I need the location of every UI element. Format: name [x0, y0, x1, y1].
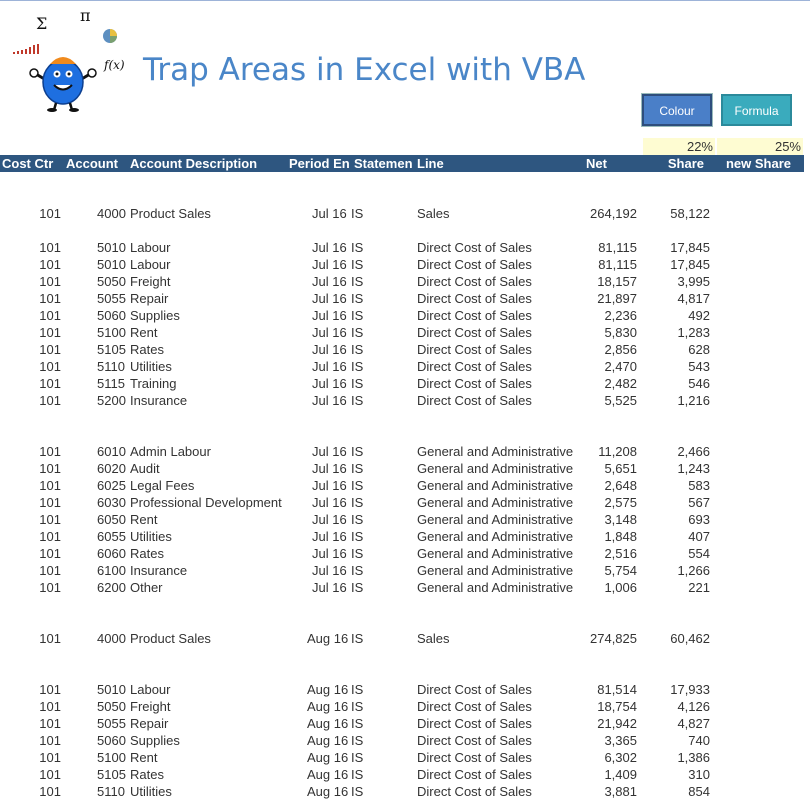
statement-cell[interactable]: IS: [351, 206, 364, 221]
account-description-cell[interactable]: Rates: [130, 342, 164, 357]
net-cell[interactable]: 21,942: [597, 716, 637, 731]
account-cell[interactable]: 5100: [97, 750, 126, 765]
account-cell[interactable]: 6200: [97, 580, 126, 595]
account-cell[interactable]: 5055: [97, 716, 126, 731]
table-row: [0, 307, 810, 324]
line-cell[interactable]: Direct Cost of Sales: [417, 325, 532, 340]
line-cell[interactable]: Direct Cost of Sales: [417, 750, 532, 765]
net-cell[interactable]: 81,115: [598, 240, 637, 255]
statement-cell[interactable]: IS: [351, 478, 364, 493]
account-description-cell[interactable]: Freight: [130, 699, 171, 714]
share-percentage-cell[interactable]: 22%: [643, 138, 715, 155]
share-cell[interactable]: 543: [688, 359, 710, 374]
share-cell[interactable]: 1,386: [677, 750, 710, 765]
page-title: Trap Areas in Excel with VBA: [143, 52, 586, 88]
account-description-cell[interactable]: Rent: [130, 512, 158, 527]
function-icon: f(x): [104, 58, 125, 72]
line-cell[interactable]: Direct Cost of Sales: [417, 291, 532, 306]
net-cell[interactable]: 6,302: [604, 750, 637, 765]
net-cell[interactable]: 5,754: [604, 563, 637, 578]
account-cell[interactable]: 4000: [97, 206, 126, 221]
share-cell[interactable]: 4,817: [677, 291, 710, 306]
cost-ctr-cell[interactable]: 101: [39, 274, 61, 289]
share-cell[interactable]: 221: [688, 580, 710, 595]
account-description-cell[interactable]: Rates: [130, 546, 164, 561]
statement-cell[interactable]: IS: [351, 580, 364, 595]
table-row: [0, 443, 810, 460]
statement-cell[interactable]: IS: [351, 495, 364, 510]
statement-cell[interactable]: IS: [351, 342, 364, 357]
account-description-cell[interactable]: Labour: [130, 240, 171, 255]
net-cell[interactable]: 5,651: [604, 461, 637, 476]
cost-ctr-cell[interactable]: 101: [39, 461, 61, 476]
table-row: [0, 290, 810, 307]
col-account-description[interactable]: Account Description: [130, 156, 258, 171]
table-row: [0, 528, 810, 545]
cost-ctr-cell[interactable]: 101: [39, 444, 61, 459]
table-row: [0, 579, 810, 596]
table-row: [0, 732, 810, 749]
net-cell[interactable]: 3,365: [604, 733, 637, 748]
period-cell[interactable]: Jul 16: [312, 308, 347, 323]
account-cell[interactable]: 5105: [97, 342, 126, 357]
account-description-cell[interactable]: Repair: [130, 291, 169, 306]
statement-cell[interactable]: IS: [351, 444, 364, 459]
line-cell[interactable]: Direct Cost of Sales: [417, 359, 532, 374]
cost-ctr-cell[interactable]: 101: [39, 342, 61, 357]
table-row: [0, 494, 810, 511]
net-cell[interactable]: 274,825: [590, 631, 637, 646]
cost-ctr-cell[interactable]: 101: [39, 580, 61, 595]
share-cell[interactable]: 1,243: [677, 461, 710, 476]
share-cell[interactable]: 854: [688, 784, 710, 799]
account-cell[interactable]: 6060: [97, 546, 126, 561]
table-row: [0, 698, 810, 715]
table-row: [0, 766, 810, 783]
statement-cell[interactable]: IS: [351, 546, 364, 561]
statement-cell[interactable]: IS: [351, 563, 364, 578]
period-cell[interactable]: Jul 16: [312, 478, 347, 493]
table-row: [0, 460, 810, 477]
account-description-cell[interactable]: Admin Labour: [130, 444, 211, 459]
statement-cell[interactable]: IS: [351, 750, 364, 765]
account-description-cell[interactable]: Supplies: [130, 308, 180, 323]
account-cell[interactable]: 4000: [97, 631, 126, 646]
period-cell[interactable]: Jul 16: [312, 206, 347, 221]
table-row: [0, 749, 810, 766]
period-cell[interactable]: Jul 16: [312, 257, 347, 272]
line-cell[interactable]: General and Administrative: [417, 512, 574, 527]
account-cell[interactable]: 5200: [97, 393, 126, 408]
share-cell[interactable]: 60,462: [670, 631, 710, 646]
cost-ctr-cell[interactable]: 101: [39, 512, 61, 527]
account-cell[interactable]: 6055: [97, 529, 126, 544]
table-row: [0, 324, 810, 341]
account-description-cell[interactable]: Insurance: [130, 393, 188, 408]
col-line[interactable]: Line: [417, 156, 444, 171]
statement-cell[interactable]: IS: [351, 784, 364, 799]
statement-cell[interactable]: IS: [351, 308, 364, 323]
account-cell[interactable]: 5050: [97, 274, 126, 289]
account-description-cell[interactable]: Product Sales: [130, 631, 211, 646]
period-cell[interactable]: Jul 16: [312, 444, 347, 459]
period-cell[interactable]: Jul 16: [312, 546, 347, 561]
line-cell[interactable]: Sales: [417, 206, 450, 221]
statement-cell[interactable]: IS: [351, 716, 364, 731]
share-cell[interactable]: 740: [688, 733, 710, 748]
account-cell[interactable]: 5010: [97, 240, 126, 255]
line-cell[interactable]: Direct Cost of Sales: [417, 784, 532, 799]
account-description-cell[interactable]: Legal Fees: [130, 478, 195, 493]
net-cell[interactable]: 2,856: [604, 342, 637, 357]
net-cell[interactable]: 2,575: [604, 495, 637, 510]
table-row: [0, 681, 810, 698]
table-row: [0, 545, 810, 562]
line-cell[interactable]: Direct Cost of Sales: [417, 308, 532, 323]
account-description-cell[interactable]: Audit: [130, 461, 160, 476]
net-cell[interactable]: 11,208: [598, 444, 637, 459]
line-cell[interactable]: Direct Cost of Sales: [417, 376, 532, 391]
cost-ctr-cell[interactable]: 101: [39, 325, 61, 340]
account-description-cell[interactable]: Supplies: [130, 733, 180, 748]
statement-cell[interactable]: IS: [351, 461, 364, 476]
period-cell[interactable]: Aug 16: [307, 716, 349, 731]
col-account[interactable]: Account: [66, 156, 118, 171]
period-cell[interactable]: Aug 16: [307, 750, 349, 765]
period-cell[interactable]: Aug 16: [307, 631, 349, 646]
net-cell[interactable]: 1,409: [604, 767, 637, 782]
period-cell[interactable]: Jul 16: [312, 495, 347, 510]
cost-ctr-cell[interactable]: 101: [39, 716, 61, 731]
cost-ctr-cell[interactable]: 101: [39, 631, 61, 646]
period-cell[interactable]: Jul 16: [312, 325, 347, 340]
col-cost-ctr[interactable]: Cost Ctr: [2, 156, 54, 171]
cost-ctr-cell[interactable]: 101: [39, 767, 61, 782]
share-cell[interactable]: 2,466: [677, 444, 710, 459]
period-cell[interactable]: Jul 16: [312, 563, 347, 578]
formula-button[interactable]: Formula: [721, 94, 792, 126]
account-description-cell[interactable]: Utilities: [130, 784, 172, 799]
pi-icon: π: [80, 6, 91, 25]
cost-ctr-cell[interactable]: 101: [39, 546, 61, 561]
account-description-cell[interactable]: Rates: [130, 767, 164, 782]
net-cell[interactable]: 2,482: [604, 376, 637, 391]
table-row: [0, 562, 810, 579]
statement-cell[interactable]: IS: [351, 767, 364, 782]
account-cell[interactable]: 5100: [97, 325, 126, 340]
share-cell[interactable]: 17,933: [670, 682, 710, 697]
account-cell[interactable]: 6020: [97, 461, 126, 476]
account-cell[interactable]: 5060: [97, 733, 126, 748]
line-cell[interactable]: Direct Cost of Sales: [417, 257, 532, 272]
cost-ctr-cell[interactable]: 101: [39, 750, 61, 765]
period-cell[interactable]: Aug 16: [307, 699, 349, 714]
period-cell[interactable]: Jul 16: [312, 512, 347, 527]
account-description-cell[interactable]: Insurance: [130, 563, 188, 578]
new-share-percentage-cell[interactable]: 25%: [717, 138, 803, 155]
table-row: [0, 511, 810, 528]
period-cell[interactable]: Jul 16: [312, 376, 347, 391]
table-row: [0, 375, 810, 392]
net-cell[interactable]: 5,525: [604, 393, 637, 408]
col-net[interactable]: Net: [586, 156, 607, 171]
account-cell[interactable]: 6010: [97, 444, 126, 459]
cost-ctr-cell[interactable]: 101: [39, 733, 61, 748]
line-cell[interactable]: Direct Cost of Sales: [417, 682, 532, 697]
net-cell[interactable]: 2,516: [604, 546, 637, 561]
account-description-cell[interactable]: Freight: [130, 274, 171, 289]
line-cell[interactable]: Sales: [417, 631, 450, 646]
share-cell[interactable]: 3,995: [677, 274, 710, 289]
period-cell[interactable]: Aug 16: [307, 767, 349, 782]
period-cell[interactable]: Jul 16: [312, 291, 347, 306]
line-cell[interactable]: Direct Cost of Sales: [417, 733, 532, 748]
account-description-cell[interactable]: Repair: [130, 716, 169, 731]
statement-cell[interactable]: IS: [351, 376, 364, 391]
share-cell[interactable]: 4,827: [677, 716, 710, 731]
statement-cell[interactable]: IS: [351, 393, 364, 408]
net-cell[interactable]: 81,514: [597, 682, 637, 697]
account-cell[interactable]: 5110: [97, 359, 125, 374]
period-cell[interactable]: Aug 16: [307, 682, 349, 697]
period-cell[interactable]: Jul 16: [312, 342, 347, 357]
account-cell[interactable]: 5105: [97, 767, 126, 782]
cost-ctr-cell[interactable]: 101: [39, 308, 61, 323]
cost-ctr-cell[interactable]: 101: [39, 563, 61, 578]
net-cell[interactable]: 18,157: [597, 274, 637, 289]
statement-cell[interactable]: IS: [351, 512, 364, 527]
col-statement[interactable]: Statemen: [354, 156, 413, 171]
net-cell[interactable]: 18,754: [597, 699, 637, 714]
statement-cell[interactable]: IS: [351, 631, 364, 646]
share-cell[interactable]: 583: [688, 478, 710, 493]
account-description-cell[interactable]: Professional Development: [130, 495, 282, 510]
line-cell[interactable]: General and Administrative: [417, 563, 574, 578]
cost-ctr-cell[interactable]: 101: [39, 699, 61, 714]
net-cell[interactable]: 1,848: [604, 529, 637, 544]
line-cell[interactable]: Direct Cost of Sales: [417, 767, 532, 782]
table-row: [0, 783, 810, 800]
net-cell[interactable]: 5,830: [604, 325, 637, 340]
line-cell[interactable]: General and Administrative: [417, 461, 574, 476]
account-description-cell[interactable]: Other: [130, 580, 163, 595]
account-cell[interactable]: 5050: [97, 699, 126, 714]
line-cell[interactable]: Direct Cost of Sales: [417, 393, 532, 408]
account-cell[interactable]: 6030: [97, 495, 126, 510]
cost-ctr-cell[interactable]: 101: [39, 784, 61, 799]
share-cell[interactable]: 492: [688, 308, 710, 323]
account-cell[interactable]: 5115: [97, 376, 125, 391]
net-cell[interactable]: 2,470: [604, 359, 637, 374]
net-cell[interactable]: 3,148: [604, 512, 637, 527]
share-cell[interactable]: 17,845: [670, 257, 710, 272]
account-description-cell[interactable]: Product Sales: [130, 206, 211, 221]
statement-cell[interactable]: IS: [351, 274, 364, 289]
net-cell[interactable]: 81,115: [598, 257, 637, 272]
line-cell[interactable]: Direct Cost of Sales: [417, 274, 532, 289]
statement-cell[interactable]: IS: [351, 325, 364, 340]
account-cell[interactable]: 5055: [97, 291, 126, 306]
table-row: [0, 205, 810, 222]
share-cell[interactable]: 546: [688, 376, 710, 391]
account-description-cell[interactable]: Training: [130, 376, 177, 391]
cost-ctr-cell[interactable]: 101: [39, 206, 61, 221]
account-cell[interactable]: 5010: [97, 257, 126, 272]
period-cell[interactable]: Aug 16: [307, 784, 349, 799]
account-cell[interactable]: 6025: [97, 478, 126, 493]
net-cell[interactable]: 264,192: [590, 206, 637, 221]
share-cell[interactable]: 4,126: [677, 699, 710, 714]
share-cell[interactable]: 693: [688, 512, 710, 527]
line-cell[interactable]: General and Administrative: [417, 580, 574, 595]
period-cell[interactable]: Aug 16: [307, 733, 349, 748]
period-cell[interactable]: Jul 16: [312, 274, 347, 289]
statement-cell[interactable]: IS: [351, 240, 364, 255]
cost-ctr-cell[interactable]: 101: [39, 291, 61, 306]
share-cell[interactable]: 17,845: [670, 240, 710, 255]
period-cell[interactable]: Jul 16: [312, 529, 347, 544]
cost-ctr-cell[interactable]: 101: [39, 359, 61, 374]
account-description-cell[interactable]: Rent: [130, 750, 158, 765]
table-row: [0, 715, 810, 732]
table-row: [0, 256, 810, 273]
net-cell[interactable]: 2,648: [604, 478, 637, 493]
net-cell[interactable]: 1,006: [604, 580, 637, 595]
table-row: [0, 239, 810, 256]
table-row: [0, 341, 810, 358]
share-cell[interactable]: 1,283: [677, 325, 710, 340]
statement-cell[interactable]: IS: [351, 529, 364, 544]
share-cell[interactable]: 554: [688, 546, 710, 561]
col-period-end[interactable]: Period En: [289, 156, 350, 171]
table-row: [0, 392, 810, 409]
statement-cell[interactable]: IS: [351, 699, 364, 714]
line-cell[interactable]: General and Administrative: [417, 495, 574, 510]
statement-cell[interactable]: IS: [351, 359, 364, 374]
line-cell[interactable]: General and Administrative: [417, 529, 574, 544]
cost-ctr-cell[interactable]: 101: [39, 495, 61, 510]
table-row: [0, 358, 810, 375]
account-cell[interactable]: 5110: [97, 784, 125, 799]
statement-cell[interactable]: IS: [351, 257, 364, 272]
period-cell[interactable]: Jul 16: [312, 240, 347, 255]
statement-cell[interactable]: IS: [351, 733, 364, 748]
share-cell[interactable]: 1,266: [677, 563, 710, 578]
account-cell[interactable]: 5060: [97, 308, 126, 323]
cost-ctr-cell[interactable]: 101: [39, 257, 61, 272]
statement-cell[interactable]: IS: [351, 682, 364, 697]
net-cell[interactable]: 2,236: [604, 308, 637, 323]
sigma-icon: Σ: [36, 14, 48, 33]
net-cell[interactable]: 21,897: [597, 291, 637, 306]
account-description-cell[interactable]: Labour: [130, 682, 171, 697]
share-cell[interactable]: 58,122: [670, 206, 710, 221]
line-cell[interactable]: General and Administrative: [417, 478, 574, 493]
line-cell[interactable]: General and Administrative: [417, 444, 574, 459]
col-new-share[interactable]: new Share: [725, 156, 791, 171]
cost-ctr-cell[interactable]: 101: [39, 478, 61, 493]
account-cell[interactable]: 6100: [97, 563, 126, 578]
statement-cell[interactable]: IS: [351, 291, 364, 306]
share-cell[interactable]: 1,216: [677, 393, 710, 408]
cost-ctr-cell[interactable]: 101: [39, 240, 61, 255]
line-cell[interactable]: Direct Cost of Sales: [417, 699, 532, 714]
period-cell[interactable]: Jul 16: [312, 393, 347, 408]
period-cell[interactable]: Jul 16: [312, 359, 347, 374]
net-cell[interactable]: 3,881: [604, 784, 637, 799]
cost-ctr-cell[interactable]: 101: [39, 393, 61, 408]
share-cell[interactable]: 407: [688, 529, 710, 544]
cost-ctr-cell[interactable]: 101: [39, 529, 61, 544]
line-cell[interactable]: Direct Cost of Sales: [417, 342, 532, 357]
line-cell[interactable]: General and Administrative: [417, 546, 574, 561]
share-cell[interactable]: 567: [688, 495, 710, 510]
period-cell[interactable]: Jul 16: [312, 461, 347, 476]
table-row: [0, 477, 810, 494]
line-cell[interactable]: Direct Cost of Sales: [417, 716, 532, 731]
account-description-cell[interactable]: Labour: [130, 257, 171, 272]
account-description-cell[interactable]: Utilities: [130, 529, 172, 544]
account-cell[interactable]: 6050: [97, 512, 126, 527]
account-cell[interactable]: 5010: [97, 682, 126, 697]
cost-ctr-cell[interactable]: 101: [39, 376, 61, 391]
line-cell[interactable]: Direct Cost of Sales: [417, 240, 532, 255]
account-description-cell[interactable]: Utilities: [130, 359, 172, 374]
account-description-cell[interactable]: Rent: [130, 325, 158, 340]
share-cell[interactable]: 628: [688, 342, 710, 357]
share-cell[interactable]: 310: [688, 767, 710, 782]
cost-ctr-cell[interactable]: 101: [39, 682, 61, 697]
table-row: [0, 273, 810, 290]
period-cell[interactable]: Jul 16: [312, 580, 347, 595]
colour-button[interactable]: Colour: [642, 94, 712, 126]
table-row: [0, 630, 810, 647]
col-share[interactable]: Share: [667, 156, 704, 171]
